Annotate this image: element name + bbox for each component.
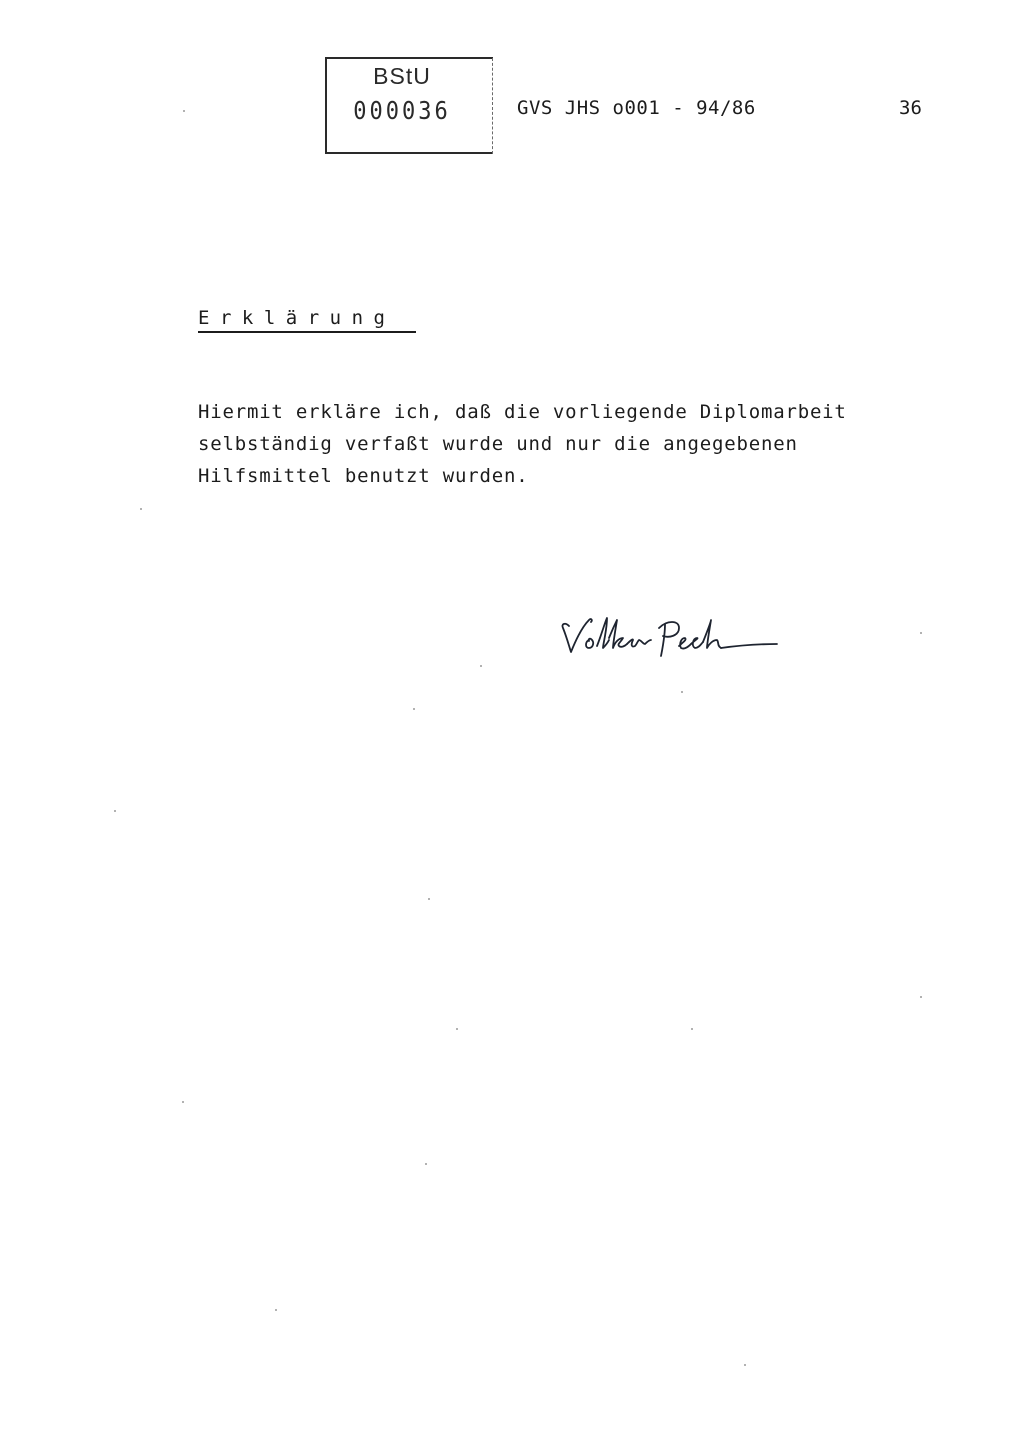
paper-speck	[920, 632, 922, 634]
document-reference: GVS JHS o001 - 94/86	[517, 97, 756, 119]
handwritten-signature	[555, 608, 785, 668]
stamp-org: BStU	[373, 63, 431, 89]
declaration-line: selbständig verfaßt wurde und nur die angegebenen	[198, 433, 798, 455]
paper-speck	[681, 691, 683, 693]
heading-underline	[198, 331, 416, 333]
paper-speck	[428, 898, 430, 900]
paper-speck	[275, 1309, 277, 1311]
paper-speck	[182, 1101, 184, 1103]
declaration-text	[198, 396, 898, 492]
paper-speck	[480, 665, 482, 667]
declaration-line: Hilfsmittel benutzt wurden.	[198, 465, 529, 487]
page-heading: Erklärung	[198, 307, 396, 329]
stamp-right-edge	[492, 58, 494, 154]
archive-stamp	[325, 57, 493, 154]
page-number: 36	[899, 97, 922, 119]
stamp-number: 000036	[353, 97, 451, 126]
paper-speck	[744, 1364, 746, 1366]
paper-speck	[140, 508, 142, 510]
paper-speck	[413, 708, 415, 710]
paper-speck	[114, 810, 116, 812]
paper-speck	[425, 1163, 427, 1165]
paper-speck	[920, 996, 922, 998]
paper-speck	[183, 110, 185, 112]
paper-speck	[456, 1028, 458, 1030]
paper-speck	[691, 1028, 693, 1030]
declaration-line: Hiermit erkläre ich, daß die vorliegende Diplomarbeit	[198, 401, 847, 423]
